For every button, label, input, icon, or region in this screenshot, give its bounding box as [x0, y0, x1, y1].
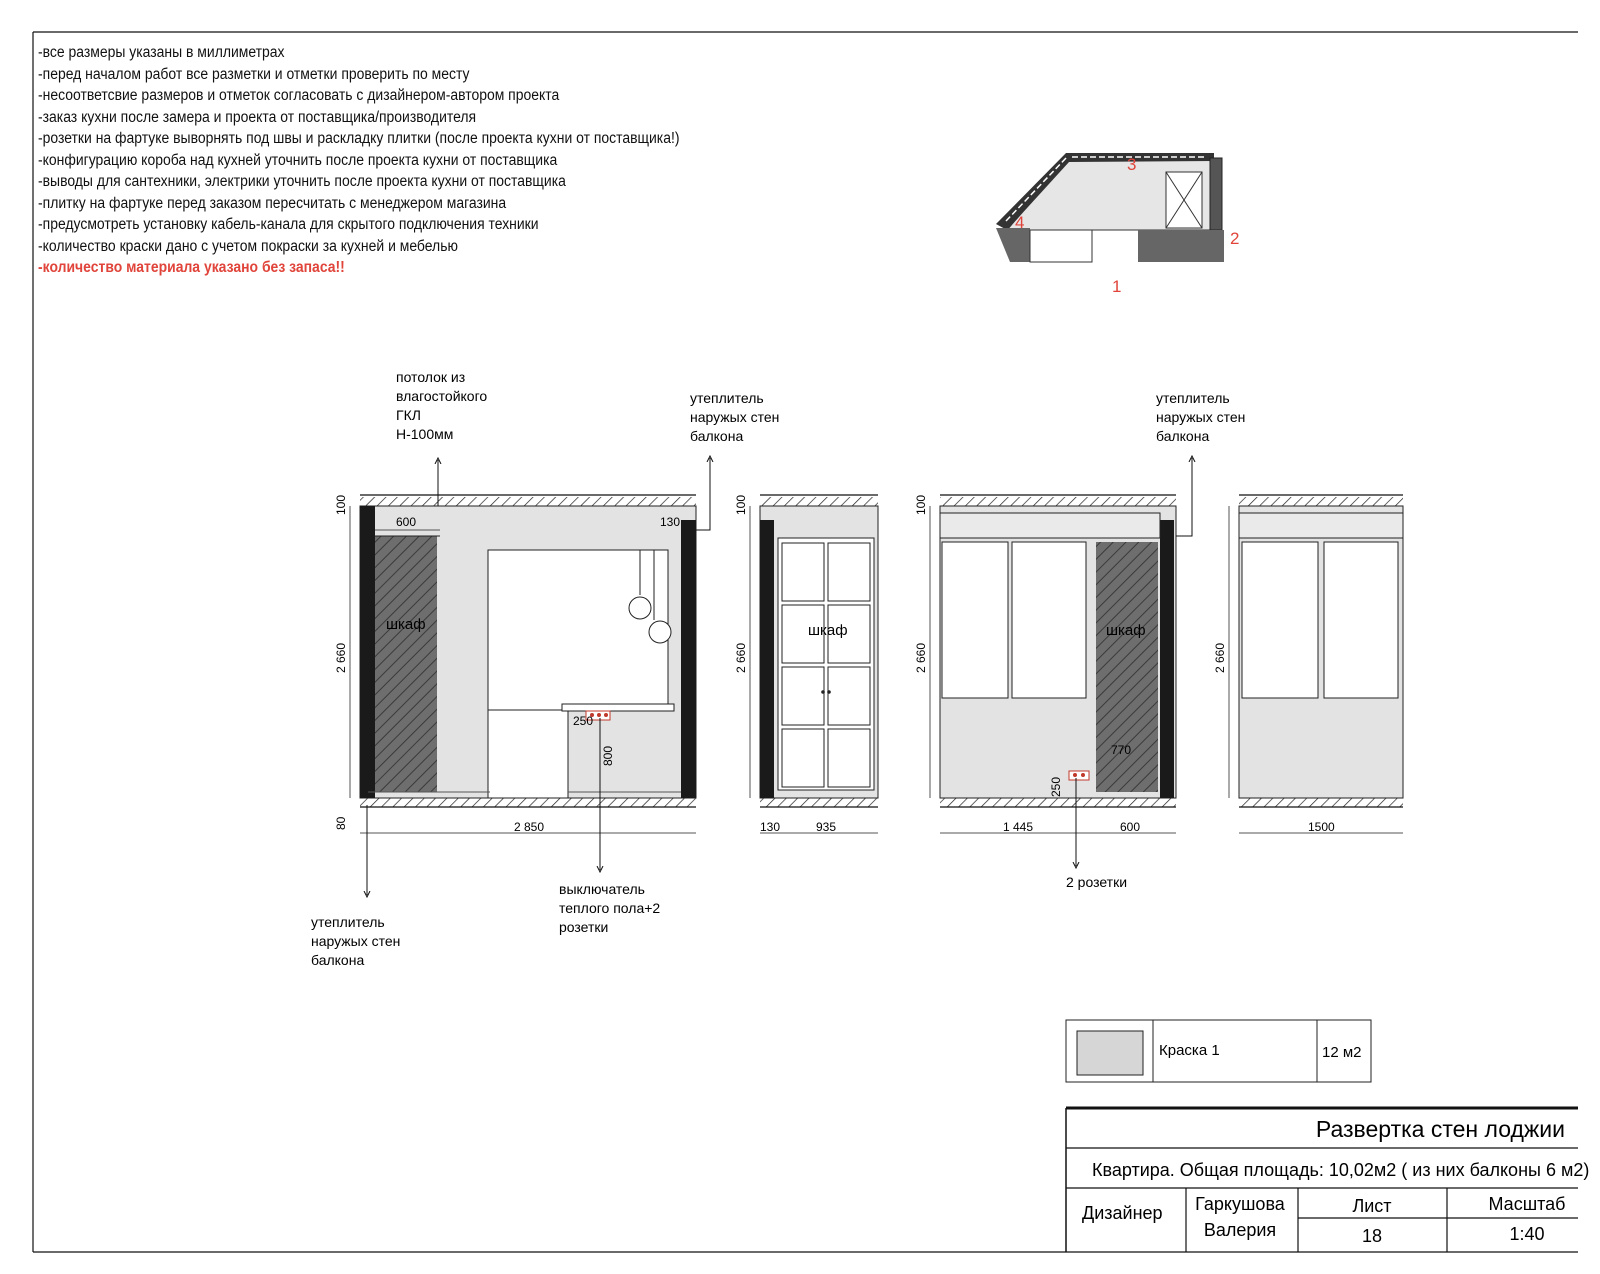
dim-outlet-height: 250 — [1049, 776, 1063, 797]
outlet-note: 2 розетки — [1066, 874, 1128, 890]
switch-note: теплого пола+2 — [559, 900, 661, 916]
paint-swatch — [1077, 1031, 1143, 1075]
note-line: -розетки на фартуке выворнять под швы и раскладку плитки (после проекта кухни от поставщика!) — [38, 130, 680, 147]
dim-cabinet-width: 600 — [396, 515, 417, 529]
note-line: -выводы для сантехники, электрики уточнить после проекта кухни от поставщика — [38, 173, 566, 190]
warning-note: -количество материала указано без запаса!! — [38, 259, 345, 276]
dim-window-width: 1 445 — [1003, 820, 1034, 834]
insulation-note-top: балкона — [690, 428, 744, 444]
key-plan-wall-1: 1 — [1112, 277, 1122, 296]
key-plan-wall-4: 4 — [1015, 213, 1025, 232]
material-legend — [1066, 1020, 1371, 1082]
dim-top: 100 — [334, 494, 348, 515]
insulation-note: наружых стен — [1156, 409, 1246, 425]
dim-width: 935 — [816, 820, 837, 834]
dim-bottom: 80 — [334, 816, 348, 830]
role-label: Дизайнер — [1082, 1203, 1163, 1223]
elevation-2 — [734, 495, 878, 834]
insulation-note-bottom: наружых стен — [311, 933, 401, 949]
switch-note: выключатель — [559, 881, 645, 897]
note-line: -заказ кухни после замера и проекта от поставщика/производителя — [38, 108, 477, 126]
dim-width: 2 850 — [514, 820, 545, 834]
switch-note: розетки — [559, 919, 609, 935]
project-subtitle: Квартира. Общая площадь: 10,02м2 ( из них балконы 6 м2) — [1092, 1160, 1590, 1180]
scale-label: Масштаб — [1488, 1194, 1566, 1214]
sheet-label: Лист — [1352, 1196, 1392, 1216]
designer-last-name: Валерия — [1203, 1220, 1277, 1240]
key-plan-wall-2: 2 — [1230, 229, 1240, 248]
legend-qty: 12 м2 — [1322, 1044, 1362, 1061]
ceiling-note: Н-100мм — [396, 426, 454, 442]
note-line: -конфигурацию короба над кухней уточнить после проекта кухни от поставщика — [38, 151, 558, 169]
insulation-note: утеплитель — [1156, 390, 1230, 406]
dim-cabinet-width: 600 — [1120, 820, 1141, 834]
wardrobe-label: шкаф — [808, 622, 848, 639]
scale-value: 1:40 — [1509, 1224, 1545, 1244]
elevation-1 — [311, 369, 779, 968]
dim-top: 100 — [914, 494, 928, 515]
drawing-title: Развертка стен лоджии — [1315, 1116, 1565, 1142]
dim-insulation: 130 — [660, 515, 681, 529]
dim-width: 1500 — [1308, 820, 1335, 834]
note-line: -предусмотреть установку кабель-канала для скрытого подключения техники — [38, 216, 539, 233]
ceiling-note: влагостойкого — [396, 388, 488, 404]
dim-height: 2 660 — [914, 642, 928, 673]
dim-height: 2 660 — [1213, 642, 1227, 673]
note-line: -плитку на фартуке перед заказом пересчитать с менеджером магазина — [38, 194, 507, 212]
designer-first-name: Гаркушова — [1195, 1194, 1285, 1214]
cabinet-label: шкаф — [386, 616, 426, 633]
title-block — [1066, 1108, 1589, 1252]
insulation-note-top: утеплитель — [690, 390, 764, 406]
dim-outlet-x: 770 — [1111, 743, 1132, 757]
cabinet-label: шкаф — [1106, 622, 1146, 639]
dim-insulation: 130 — [760, 820, 781, 834]
dim-outlet-height: 800 — [601, 745, 615, 766]
ceiling-note: ГКЛ — [396, 407, 421, 423]
elevation-3 — [914, 390, 1245, 890]
cabinet-block — [375, 536, 437, 792]
key-plan-wall-3: 3 — [1127, 155, 1137, 174]
key-plan — [996, 153, 1239, 296]
note-line: -количество краски дано с учетом покраски за кухней и мебелью — [38, 237, 458, 255]
note-line: -несоответсвие размеров и отметок согласовать с дизайнером-автором проекта — [38, 87, 560, 104]
wardrobe — [778, 538, 874, 790]
insulation-note-top: наружых стен — [690, 409, 780, 425]
note-line: -все размеры указаны в миллиметрах — [38, 44, 285, 61]
sheet-number: 18 — [1361, 1226, 1383, 1246]
ceiling-note: потолок из — [396, 369, 466, 385]
dim-top: 100 — [734, 494, 748, 515]
insulation-note-bottom: балкона — [311, 952, 365, 968]
insulation-note: балкона — [1156, 428, 1210, 444]
insulation-note-bottom: утеплитель — [311, 914, 385, 930]
note-line: -перед началом работ все разметки и отметки проверить по месту — [38, 65, 470, 83]
elevation-4 — [1213, 495, 1403, 834]
legend-name: Краска 1 — [1159, 1042, 1220, 1059]
dim-outlet-x: 250 — [573, 714, 594, 728]
dim-height: 2 660 — [734, 642, 748, 673]
dim-height: 2 660 — [334, 642, 348, 673]
